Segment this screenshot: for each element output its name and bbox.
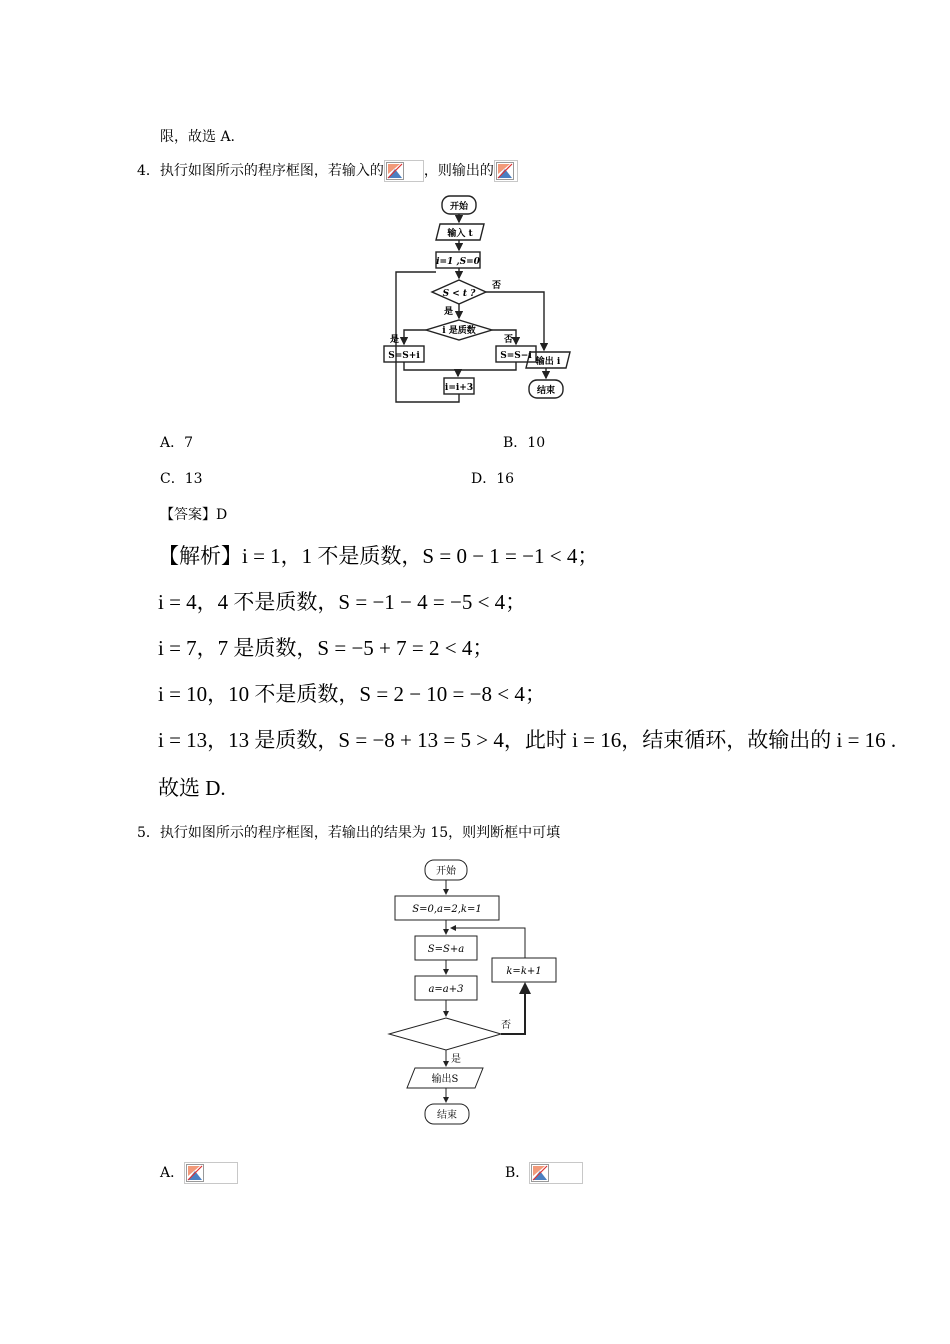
q3-tail-text: 限，故选 A. (160, 129, 236, 145)
flow5-kinc-label: k=k+1 (506, 966, 542, 977)
flow-add-label: S=S+i (388, 351, 420, 361)
broken-image-icon (184, 1162, 238, 1184)
analysis-line-5: i = 13，13 是质数，S = −8 + 13 = 5 > 4，此时 i = 16，结束循环，故输出的 i = 16 . (158, 728, 897, 752)
flow5-cond-node (389, 1018, 501, 1050)
flow-yes2-label: 是 (390, 335, 400, 345)
flow-output-label: 输出 i (535, 357, 561, 367)
analysis-line-6: 故选 D. (158, 776, 226, 800)
flow-cond-label: S < t ? (442, 289, 476, 299)
flow-sub-label: S=S−i (500, 351, 532, 361)
flow-end-label: 结束 (536, 386, 556, 396)
flow-yes-label: 是 (444, 307, 454, 317)
analysis-line-3: i = 7，7 是质数，S = −5 + 7 = 2 < 4； (158, 636, 494, 660)
broken-image-icon (529, 1162, 583, 1184)
q4-flowchart (380, 192, 580, 407)
broken-image-icon (494, 160, 518, 182)
analysis-line-2: i = 4，4 不是质数，S = −1 − 4 = −5 < 4； (158, 590, 527, 614)
q4-option-a: A．7 (160, 435, 194, 451)
flow-start-label: 开始 (449, 202, 469, 212)
q5-stem: 5．执行如图所示的程序框图，若输出的结果为 15，则判断框中可填 (137, 825, 561, 841)
q5-flowchart (385, 856, 565, 1132)
q4-option-c: C．13 (160, 471, 203, 487)
flow5-no-label: 否 (501, 1020, 511, 1031)
analysis-line-4: i = 10，10 不是质数，S = 2 − 10 = −8 < 4； (158, 682, 546, 706)
q5-option-b-label: B． (505, 1165, 530, 1181)
broken-image-icon (384, 160, 424, 182)
q4-stem (137, 160, 518, 182)
flow5-end-label: 结束 (437, 1110, 457, 1121)
flow5-step-label: a=a+3 (428, 984, 464, 995)
flow-init-label: i=1 ,S=0 (436, 257, 480, 267)
q5-option-a (160, 1162, 238, 1184)
q4-stem-part1: 4．执行如图所示的程序框图，若输入的 (137, 163, 384, 179)
flow5-start-label: 开始 (436, 866, 456, 877)
flow-no2-label: 否 (504, 335, 514, 345)
flow-no-label: 否 (492, 281, 502, 291)
q4-option-b: B．10 (503, 435, 546, 451)
flow5-sum-label: S=S+a (427, 944, 465, 955)
q5-option-b (505, 1162, 583, 1184)
q4-option-d: D．16 (471, 471, 515, 487)
analysis-line-1: 【解析】i = 1，1 不是质数，S = 0 − 1 = −1 < 4； (158, 544, 599, 568)
flow5-output-label: 输出S (431, 1074, 459, 1085)
flow-input-label: 输入 t (447, 229, 473, 239)
flow-prime-label: i 是质数 (442, 326, 476, 336)
flow5-init-label: S=0,a=2,k=1 (412, 904, 482, 915)
flow-inc-label: i=i+3 (444, 383, 474, 393)
q5-option-a-label: A． (160, 1165, 185, 1181)
q4-stem-part2: ，则输出的 (423, 163, 494, 179)
flow5-yes-label: 是 (451, 1054, 461, 1065)
q4-answer: 【答案】D (160, 507, 228, 523)
